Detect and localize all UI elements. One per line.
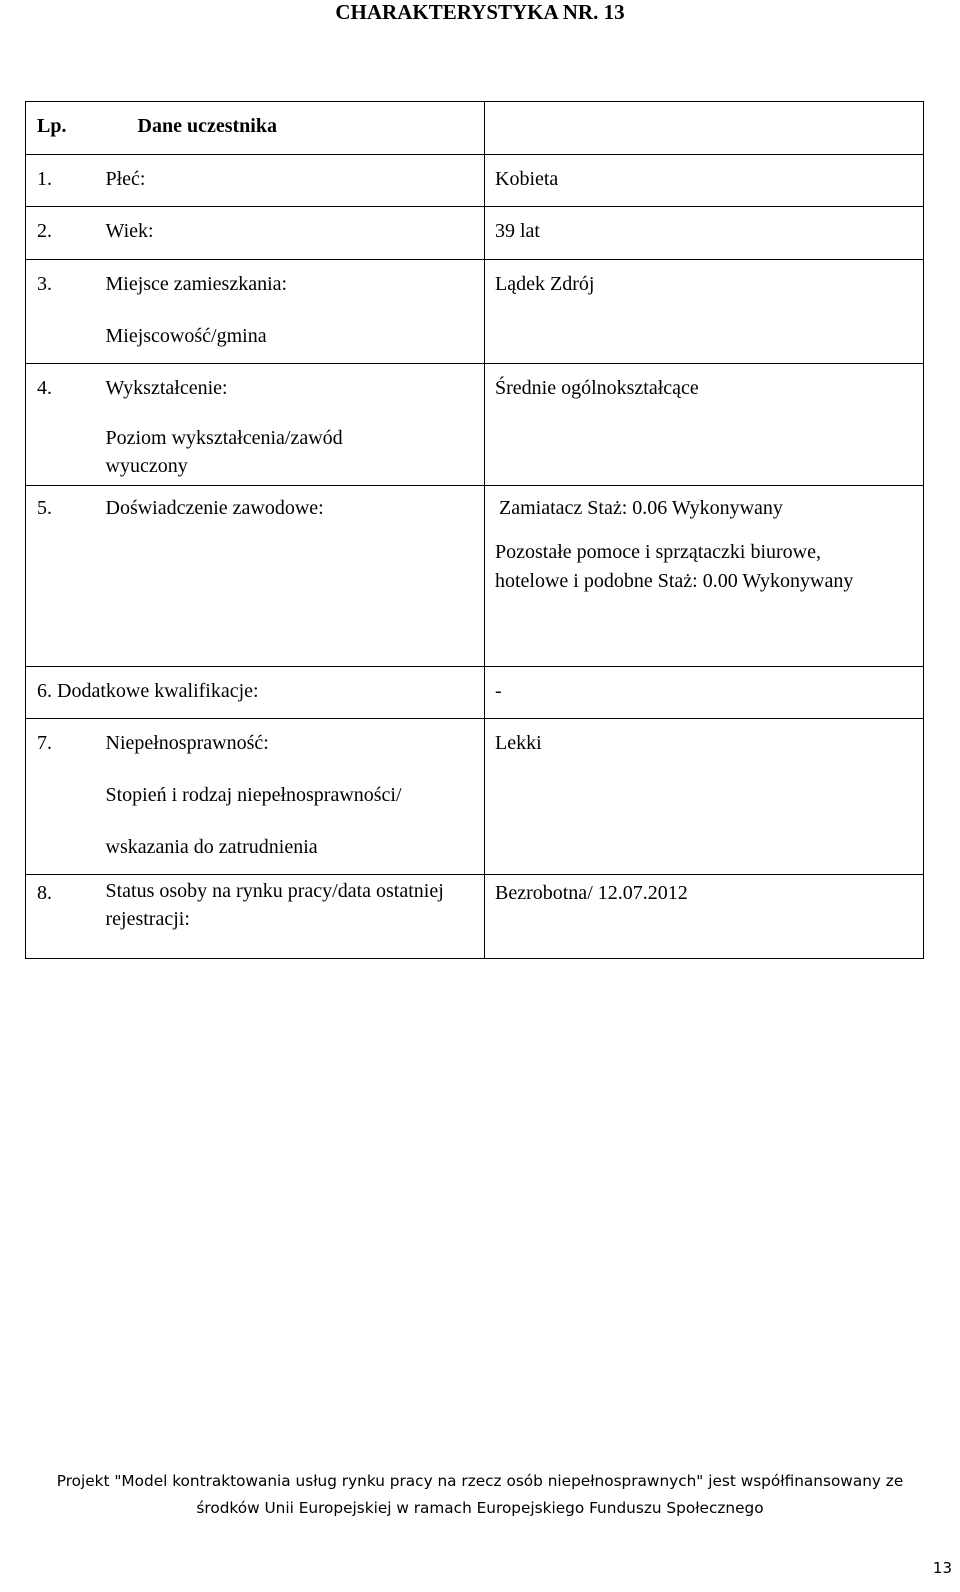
row-number: 3. [26,260,96,364]
row-label-cell [26,667,485,719]
row-label: Status osoby na rynku pracy/data ostatniej rejestracji: [96,875,485,959]
row-value: Lądek Zdrój [485,260,924,364]
row-value: Lekki [485,719,924,875]
row-sublabel: Stopień i rodzaj niepełnosprawności/ [105,784,402,806]
footer-line-2: środków Unii Europejskiej w ramach Europejskiego Funduszu Społecznego [196,1499,764,1517]
table-row [26,667,924,719]
header-participant-data: Dane uczestnika [96,102,485,155]
row-value: Kobieta [485,155,924,207]
table-row [26,155,924,207]
table-row [26,875,924,959]
table-row [26,207,924,260]
table-row [26,260,924,364]
table-row [26,719,924,875]
footer-note [0,1468,960,1522]
row-number: 4. [26,364,96,486]
row-label: Wykształcenie: [105,377,228,399]
header-lp: Lp. [26,102,96,155]
row-number: 2. [26,207,96,260]
row-number: 8. [26,875,96,959]
row-label: Miejsce zamieszkania: [105,273,288,295]
row-value: Średnie ogólnokształcące [485,364,924,486]
table-row [26,486,924,667]
row-number: 5. [26,486,96,667]
table-row [26,364,924,486]
row-value: - [485,667,924,719]
row-value-secondary: Pozostałe pomoce i sprzątaczki biurowe, hotelowe i podobne Staż: 0.00 Wykonywany [495,541,854,592]
row-label: Płeć: [96,155,485,207]
row-value: 39 lat [485,207,924,260]
row-number: 6. [37,680,52,702]
row-value: Zamiatacz Staż: 0.06 Wykonywany [499,497,783,519]
row-number: 7. [26,719,96,875]
row-label: Niepełnosprawność: [105,732,269,754]
row-sublabel: Poziom wykształcenia/zawód wyuczony [105,427,343,477]
page-number: 13 [932,1559,952,1577]
row-value: Bezrobotna/ 12.07.2012 [485,875,924,959]
footer-line-1: Projekt "Model kontraktowania usług rynku pracy na rzecz osób niepełnosprawnych" jest współfinansowany ze [56,1472,904,1490]
document-title: CHARAKTERYSTYKA NR. 13 [335,0,625,24]
table-header-row [26,102,924,155]
row-number: 1. [26,155,96,207]
row-sublabel: Miejscowość/gmina [105,325,267,347]
row-label-cell [96,260,485,364]
header-value [485,102,924,155]
participant-table [25,101,924,959]
row-value-cell [485,486,924,667]
row-label: Doświadczenie zawodowe: [96,486,485,667]
row-label-cell [96,719,485,875]
row-sublabel-2: wskazania do zatrudnienia [105,836,318,858]
row-label: Wiek: [96,207,485,260]
row-label-cell [96,364,485,486]
row-label: Dodatkowe kwalifikacje: [57,680,259,702]
